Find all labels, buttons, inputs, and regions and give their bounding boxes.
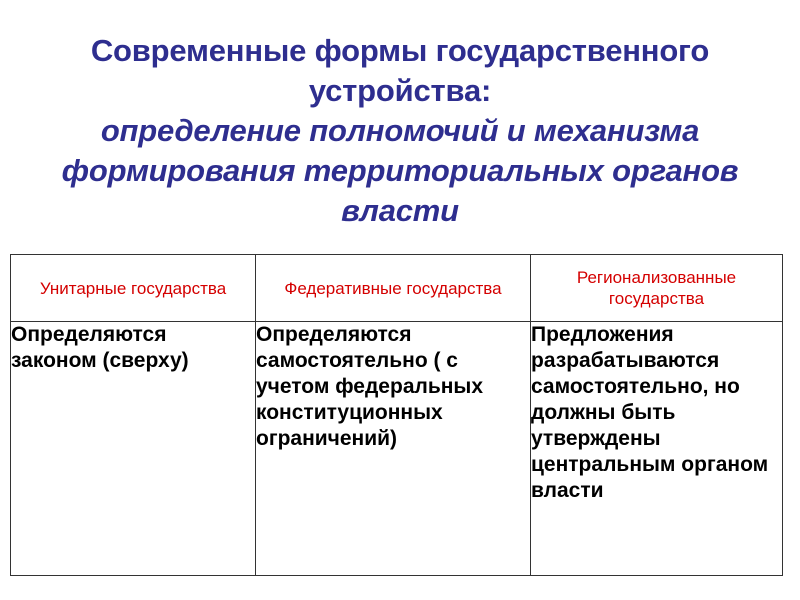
header-federal: Федеративные государства bbox=[256, 255, 531, 322]
cell-regionalized: Предложения разрабатываются самостоятельно, но должны быть утверждены центральным органом власти bbox=[531, 322, 783, 576]
government-forms-table bbox=[10, 254, 783, 576]
table-row bbox=[11, 322, 783, 576]
slide-title bbox=[20, 31, 780, 231]
header-regionalized: Регионализованные государства bbox=[531, 255, 783, 322]
title-main: Современные формы государственного устройства: bbox=[90, 33, 710, 108]
header-unitary: Унитарные государства bbox=[11, 255, 256, 322]
cell-federal: Определяются самостоятельно ( с учетом федеральных конституционных ограничений) bbox=[256, 322, 531, 576]
table-header-row bbox=[11, 255, 783, 322]
title-subtitle: определение полномочий и механизма формирования территориальных органов власти bbox=[61, 113, 739, 228]
cell-unitary: Определяются законом (сверху) bbox=[11, 322, 256, 576]
